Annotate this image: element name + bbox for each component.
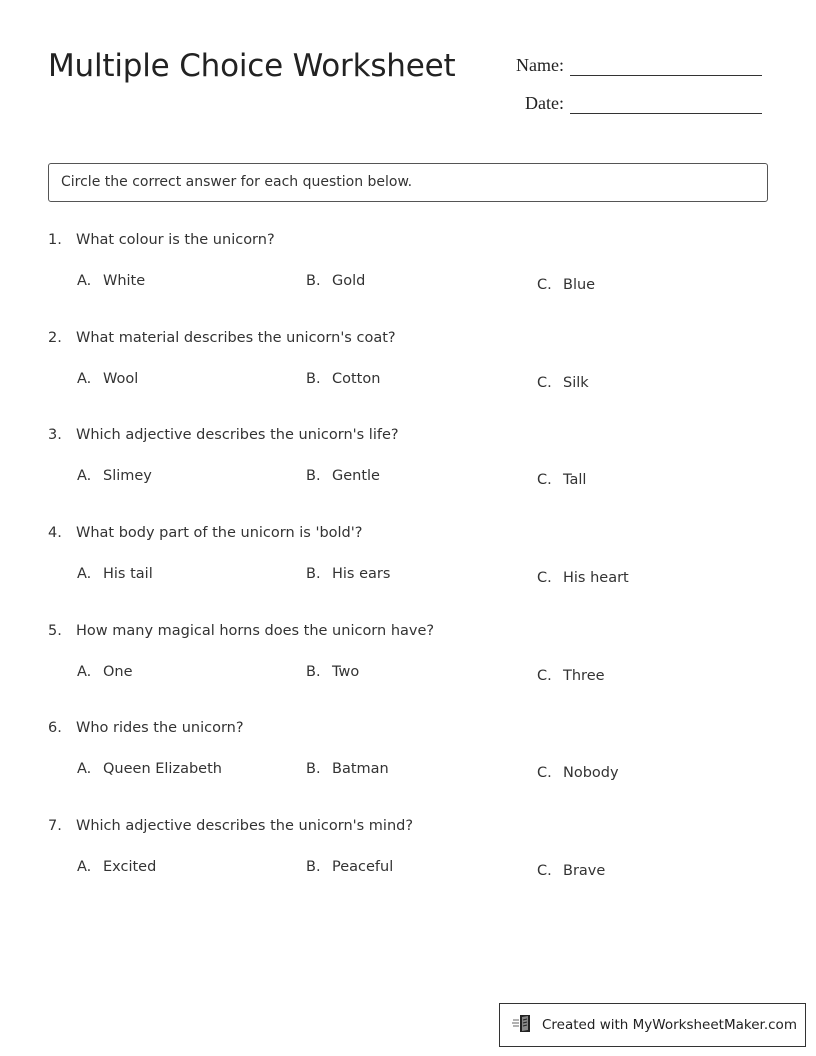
option-c[interactable]: C. His heart <box>537 570 629 586</box>
option-c[interactable]: C. Silk <box>537 375 589 391</box>
option-a[interactable]: A. White <box>77 273 146 289</box>
question-text: Who rides the unicorn? <box>76 720 244 736</box>
option-b[interactable]: B. Gold <box>306 273 366 289</box>
question-text: Which adjective describes the unicorn's life? <box>76 427 399 443</box>
option-b[interactable]: B. His ears <box>306 566 391 582</box>
question-text: Which adjective describes the unicorn's mind? <box>76 818 414 834</box>
option-a[interactable]: A. Wool <box>77 371 139 387</box>
option-b[interactable]: B. Peaceful <box>306 859 394 875</box>
name-field <box>500 50 762 76</box>
question-6 <box>48 720 768 781</box>
page-title: Multiple Choice Worksheet <box>48 48 456 84</box>
question-7 <box>48 818 768 879</box>
option-c[interactable]: C. Brave <box>537 863 606 879</box>
date-line <box>570 88 762 114</box>
option-c[interactable]: C. Three <box>537 668 605 684</box>
date-field <box>500 88 762 114</box>
question-number: 4. <box>48 525 62 541</box>
option-b[interactable]: B. Two <box>306 664 360 680</box>
question-text: How many magical horns does the unicorn have? <box>76 623 435 639</box>
question-text: What body part of the unicorn is 'bold'? <box>76 525 363 541</box>
question-number: 7. <box>48 818 62 834</box>
question-4 <box>48 525 768 586</box>
question-number: 6. <box>48 720 62 736</box>
option-a[interactable]: A. Queen Elizabeth <box>77 761 222 777</box>
question-number: 1. <box>48 232 62 248</box>
name-label: Name: <box>516 55 564 75</box>
option-b[interactable]: B. Batman <box>306 761 389 777</box>
option-c[interactable]: C. Blue <box>537 277 596 293</box>
option-b[interactable]: B. Gentle <box>306 468 380 484</box>
date-label: Date: <box>525 93 564 113</box>
name-line <box>570 50 762 76</box>
option-c[interactable]: C. Nobody <box>537 765 619 781</box>
instructions-box: Circle the correct answer for each question below. <box>48 163 768 202</box>
worksheet-logo-icon <box>512 1012 542 1038</box>
question-3 <box>48 427 768 488</box>
question-text: What colour is the unicorn? <box>76 232 275 248</box>
footer-text: Created with MyWorksheetMaker.com <box>542 1017 797 1033</box>
question-2 <box>48 330 768 391</box>
option-c[interactable]: C. Tall <box>537 472 587 488</box>
option-a[interactable]: A. His tail <box>77 566 153 582</box>
option-b[interactable]: B. Cotton <box>306 371 381 387</box>
footer-badge[interactable] <box>499 1003 806 1047</box>
question-number: 5. <box>48 623 62 639</box>
question-1 <box>48 232 768 293</box>
option-a[interactable]: A. Excited <box>77 859 157 875</box>
option-a[interactable]: A. One <box>77 664 133 680</box>
option-a[interactable]: A. Slimey <box>77 468 152 484</box>
question-text: What material describes the unicorn's coat? <box>76 330 396 346</box>
question-number: 2. <box>48 330 62 346</box>
question-5 <box>48 623 768 684</box>
question-number: 3. <box>48 427 62 443</box>
